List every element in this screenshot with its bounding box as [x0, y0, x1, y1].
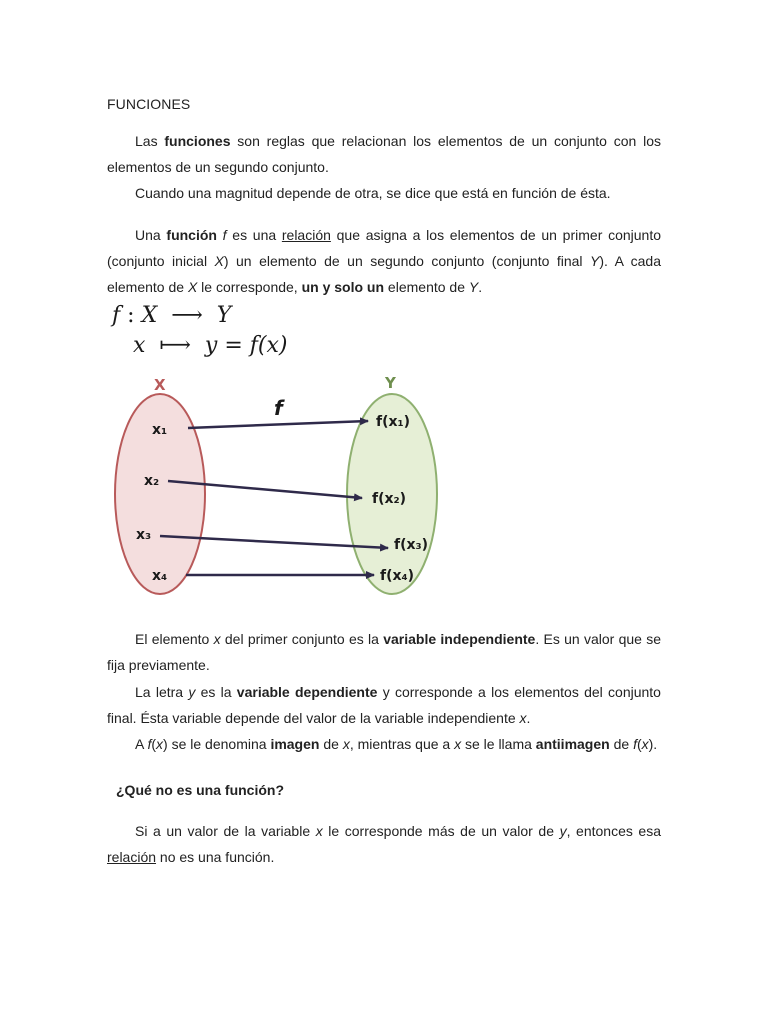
text-segment: es una	[226, 227, 282, 243]
text-segment: La letra	[135, 684, 189, 700]
text-segment: es la	[195, 684, 237, 700]
text-segment: f	[633, 736, 637, 752]
mapping-arrow-1	[188, 421, 368, 428]
function-label: f	[274, 396, 283, 420]
text-segment: x	[641, 736, 649, 752]
definition-paragraph	[107, 222, 661, 300]
text-segment: le corresponde más de un valor de	[322, 823, 560, 839]
text-segment: le corresponde,	[197, 279, 302, 295]
text-segment: Y	[590, 253, 600, 269]
codomain-element-4: f(x₄)	[380, 568, 415, 584]
text-segment: funciones	[164, 133, 231, 149]
text-segment: ) se le denomina	[163, 736, 271, 752]
text-segment: relación	[107, 849, 157, 865]
text-segment: variable dependiente	[236, 684, 378, 700]
text-segment: , entonces esa	[566, 823, 662, 839]
function-diagram-svg	[100, 368, 450, 603]
domain-label: X	[154, 376, 166, 394]
text-segment: .	[526, 710, 531, 726]
text-segment: son reglas que relacionan los elementos de un conjunto con los elementos de un segundo conjunto.	[107, 133, 661, 175]
text-segment: relación	[281, 227, 331, 243]
text-segment: y	[188, 684, 196, 700]
formula-line-2: x ⟼ y = f(x)	[132, 333, 288, 358]
text-segment: x	[519, 710, 527, 726]
text-segment: de	[609, 736, 634, 752]
text-segment: imagen	[270, 736, 320, 752]
text-segment: se le llama	[461, 736, 536, 752]
not-function-paragraph	[107, 818, 661, 870]
text-segment: f	[147, 736, 152, 752]
text-segment: variable independiente	[383, 631, 536, 647]
text-segment: x	[454, 736, 462, 752]
text-segment: de	[319, 736, 343, 752]
text-segment: que asigna a los elementos de un primer conjunto (conjunto inicial	[107, 227, 661, 269]
intro-paragraph-1	[107, 128, 661, 180]
domain-element-4: x₄	[152, 568, 168, 584]
text-segment: . Es un valor que se fija previamente.	[107, 631, 661, 673]
text-segment: .	[478, 279, 483, 295]
dependent-variable-paragraph	[107, 679, 661, 731]
text-segment: ).	[648, 736, 658, 752]
text-segment: x	[342, 736, 350, 752]
text-segment: ) un elemento de un segundo conjunto (conjunto final	[223, 253, 591, 269]
text-segment: no es una función.	[156, 849, 275, 865]
text-segment: función	[166, 227, 217, 243]
text-segment: x	[213, 631, 221, 647]
text-segment: x	[315, 823, 323, 839]
text-segment: del primer conjunto es la	[220, 631, 384, 647]
text-segment: un y solo un	[301, 279, 385, 295]
codomain-element-1: f(x₁)	[376, 414, 411, 430]
text-segment: X	[187, 279, 198, 295]
independent-variable-paragraph	[107, 626, 661, 678]
text-segment: Cuando una magnitud depende de otra, se dice que está en función de ésta.	[135, 185, 611, 201]
text-segment: y corresponde a los elementos del conjunto final. Ésta variable depende del valor de la variable independiente	[107, 684, 661, 726]
formula-line-1: f : X ⟶ Y	[112, 303, 232, 328]
text-segment: A	[135, 736, 148, 752]
text-segment: y	[559, 823, 567, 839]
page-title: FUNCIONES	[107, 96, 191, 112]
codomain-label: Y	[385, 374, 396, 392]
codomain-element-2: f(x₂)	[372, 491, 407, 507]
text-segment: (	[636, 736, 642, 752]
text-segment: x	[156, 736, 164, 752]
text-segment: Si a un valor de la variable	[135, 823, 316, 839]
text-segment: Y	[468, 279, 479, 295]
domain-element-1: x₁	[152, 422, 168, 438]
text-segment: X	[214, 253, 224, 269]
codomain-element-3: f(x₃)	[394, 537, 429, 553]
function-notation	[112, 301, 288, 361]
not-function-heading: ¿Qué no es una función?	[116, 782, 284, 798]
text-segment: El elemento	[135, 631, 214, 647]
text-segment: Una	[135, 227, 167, 243]
function-diagram	[100, 368, 450, 606]
text-segment: Las	[135, 133, 165, 149]
domain-element-3: x₃	[136, 527, 152, 543]
text-segment: elemento de	[384, 279, 469, 295]
text-segment: , mientras que a	[349, 736, 455, 752]
text-segment: ). A cada elemento de	[107, 253, 662, 295]
image-paragraph	[107, 731, 661, 757]
domain-element-2: x₂	[144, 473, 160, 489]
text-segment: antiimagen	[535, 736, 610, 752]
text-segment: f	[222, 227, 227, 243]
text-segment: (	[151, 736, 157, 752]
intro-paragraph-2	[107, 180, 661, 206]
